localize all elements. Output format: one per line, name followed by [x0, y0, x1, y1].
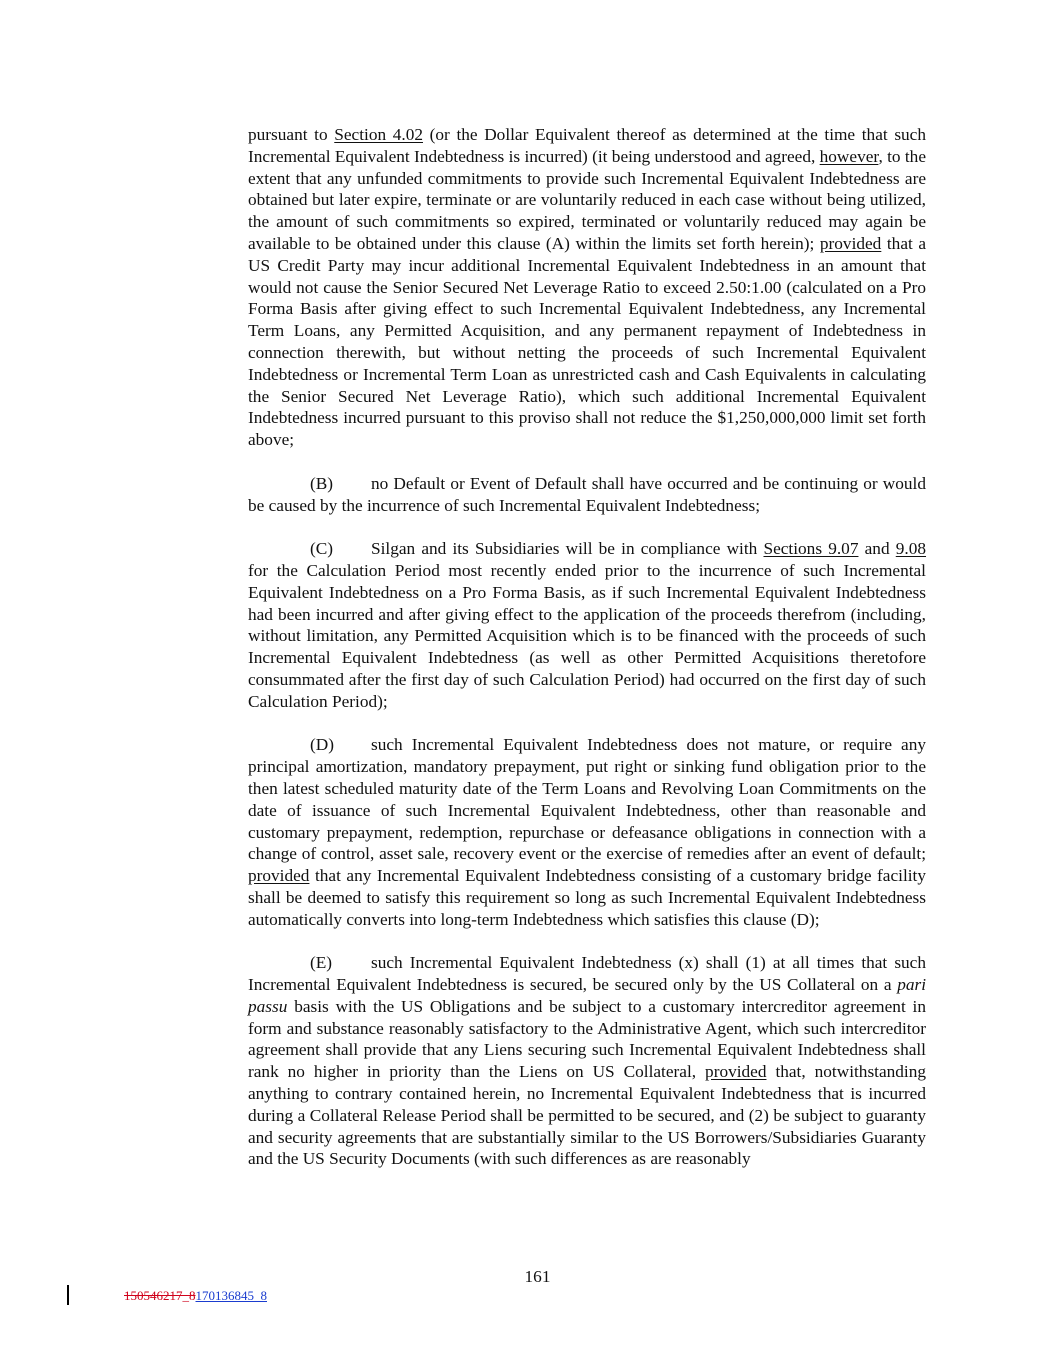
document-id — [124, 1288, 267, 1304]
clause-a-continuation: pursuant to Section 4.02 (or the Dollar Equivalent thereof as determined at the time that such Incremental Equivalent Indebtedness is incurred) (it being understood and agreed, however, to the extent that any unfunded commitments to provide such Incremental Equivalent Indebtedness are obtained but later expire, terminate or are voluntarily reduced in each case without being utilized, the amount of such commitments so expired, terminated or voluntarily reduced may again be available to be obtained under this clause (A) within the limits set forth herein); provided that a US Credit Party may incur additional Incremental Equivalent Indebtedness in an amount that would not cause the Senior Secured Net Leverage Ratio to exceed 2.50:1.00 (calculated on a Pro Forma Basis after giving effect to such Incremental Equivalent Indebtedness, any Incremental Term Loans, any Permitted Acquisition, and any permanent repayment of Indebtedness in connection therewith, but without netting the proceeds of such Incremental Equivalent Indebtedness or Incremental Term Loan as unrestricted cash and Cash Equivalents in calculating the Senior Secured Net Leverage Ratio), which such additional Incremental Equivalent Indebtedness incurred pursuant to this proviso shall not reduce the $1,250,000,000 limit set forth above; — [248, 125, 926, 450]
clause-d: (D) such Incremental Equivalent Indebtedness does not mature, or require any principal amortization, mandatory prepayment, put right or sinking fund obligation prior to the then latest scheduled maturity date of the Term Loans and Revolving Loan Commitments on the date of issuance of such Incremental Equivalent Indebtedness, other than reasonable and customary prepayment, redemption, repurchase or defeasance obligations in connection with a change of control, asset sale, recovery event or the exercise of remedies after an event of default; provided that any Incremental Equivalent Indebtedness consisting of a customary bridge facility shall be deemed to satisfy this requirement so long as such Incremental Equivalent Indebtedness automatically converts into long-term Indebtedness which satisfies this clause (D); — [248, 735, 926, 929]
section-9-08-reference: 9.08 — [895, 539, 927, 559]
page-number: 161 — [524, 1267, 551, 1286]
clause-b-label: (B) — [310, 473, 334, 493]
pari-passu-term: pari passu — [248, 975, 926, 1016]
document-body — [248, 124, 926, 1170]
sections-9-07-reference: Sections 9.07 — [763, 539, 859, 559]
however-term: however — [819, 146, 879, 166]
provided-term: provided — [705, 1062, 767, 1082]
clause-e-label: (E) — [310, 953, 333, 973]
provided-term: provided — [819, 233, 882, 253]
provided-term: provided — [248, 866, 310, 886]
clause-d-label: (D) — [310, 735, 334, 755]
deleted-document-id: 150546217_8 — [124, 1288, 196, 1303]
inserted-document-id: 170136845_8 — [195, 1288, 267, 1303]
section-4-02-reference: Section 4.02 — [334, 125, 423, 144]
clause-b: (B) no Default or Event of Default shall have occurred and be continuing or would be caused by the incurrence of such Incremental Equivalent Indebtedness; — [248, 473, 926, 515]
clause-c-label: (C) — [310, 539, 334, 559]
clause-e: (E) such Incremental Equivalent Indebtedness (x) shall (1) at all times that such Incremental Equivalent Indebtedness is secured, be secured only by the US Collateral on a pari passu basis with the US Obligations and be subject to a customary intercreditor agreement in form and substance reasonably satisfactory to the Administrative Agent, which such intercreditor agreement shall provide that any Liens securing such Incremental Equivalent Indebtedness shall rank no higher in priority than the Liens on US Collateral, provided that, notwithstanding anything to contrary contained herein, no Incremental Equivalent Indebtedness that is incurred during a Collateral Release Period shall be permitted to be secured, and (2) be subject to guaranty and security agreements that are substantially similar to the US Borrowers/Subsidiaries Guaranty and the US Security Documents (with such differences as are reasonably — [248, 953, 926, 1169]
revision-change-bar — [67, 1285, 69, 1305]
clause-c: (C) Silgan and its Subsidiaries will be in compliance with Sections 9.07 and 9.08 for the Calculation Period most recently ended prior to the incurrence of such Incremental Equivalent Indebtedness on a Pro Forma Basis, as if such Incremental Equivalent Indebtedness had been incurred and after giving effect to the application of the proceeds therefrom (including, without limitation, any Permitted Acquisition which is to be financed with the proceeds of such Incremental Equivalent Indebtedness (as well as other Permitted Acquisitions theretofore consummated after the first day of such Calculation Period) had occurred on the first day of such Calculation Period); — [248, 539, 927, 711]
